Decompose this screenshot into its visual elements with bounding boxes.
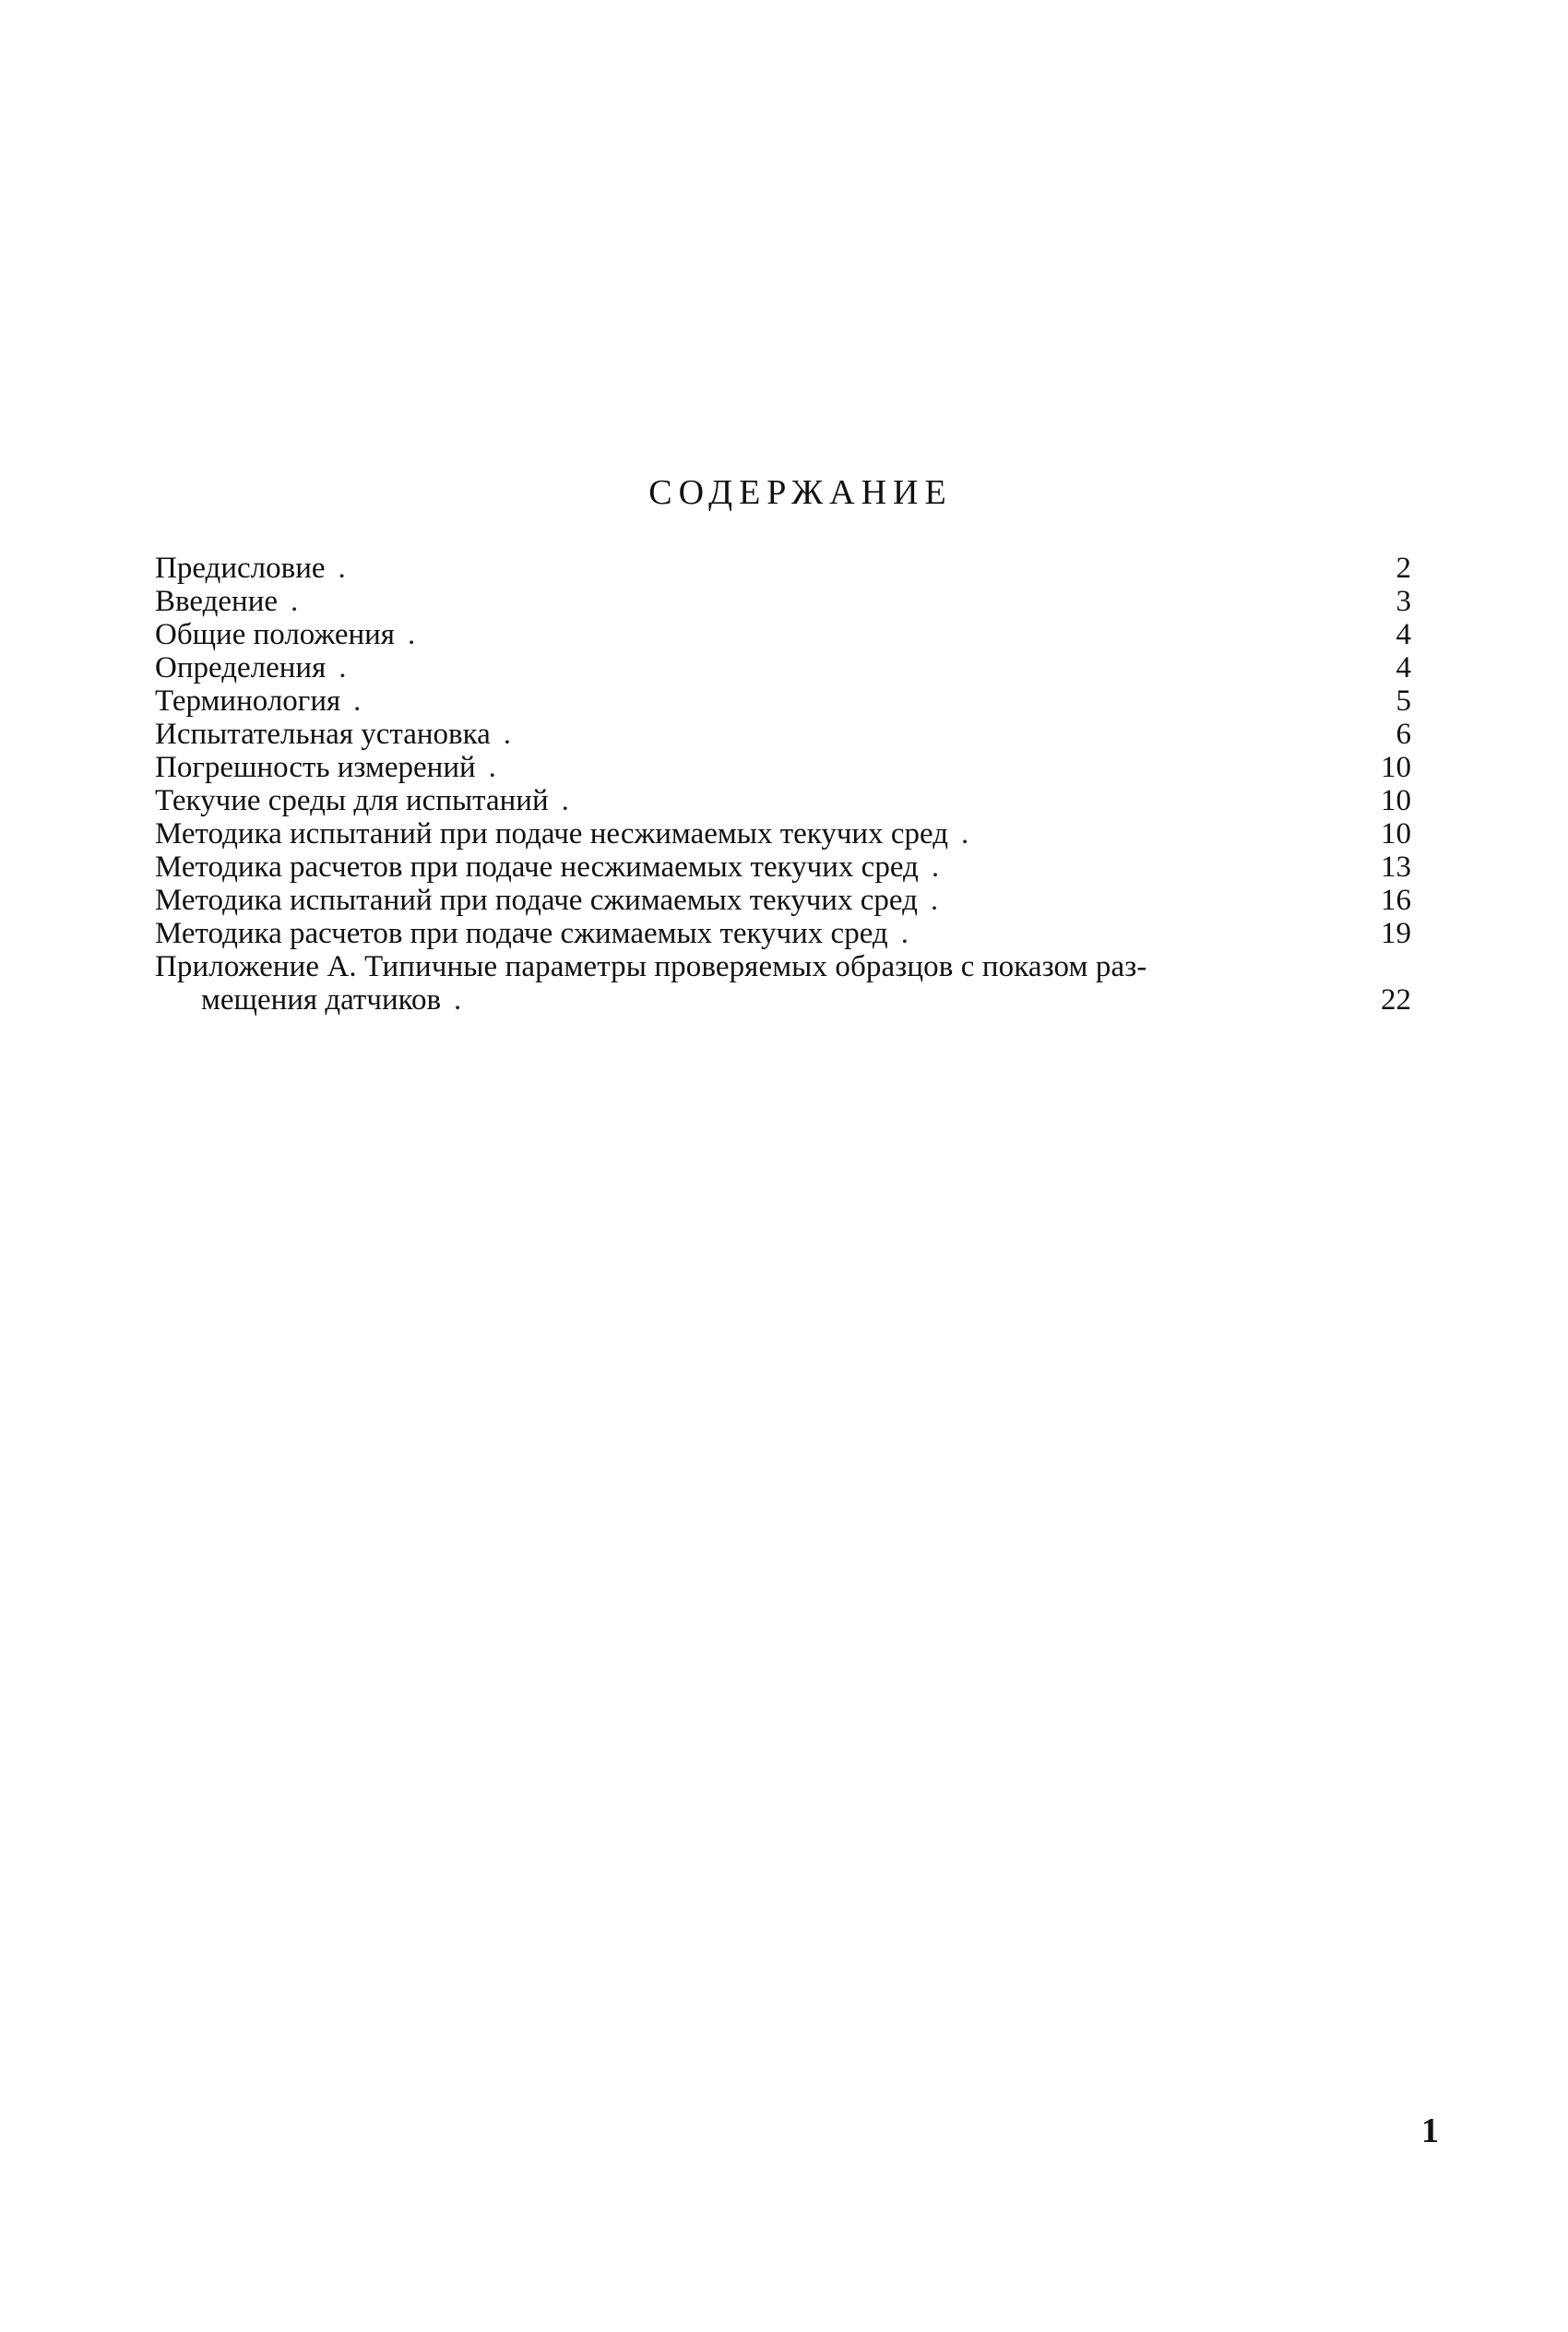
dot-leader <box>888 917 1371 950</box>
toc-entry-introduction[interactable] <box>155 585 1411 618</box>
toc-entry-compressible-test-method[interactable] <box>155 884 1411 917</box>
toc-entry-title: Определения <box>155 651 327 684</box>
toc-entry-page: 3 <box>1396 585 1411 618</box>
toc-entry-appendix-a[interactable] <box>155 950 1411 1017</box>
dot-leader <box>918 884 1371 917</box>
toc-entry-title: Текучие среды для испытаний <box>155 784 549 817</box>
dot-leader <box>326 552 1372 585</box>
dot-leader <box>326 651 1371 684</box>
toc-entry-test-fluids[interactable] <box>155 784 1411 817</box>
dot-leader <box>919 851 1371 884</box>
toc-entry-title: Погрешность измерений <box>155 751 476 784</box>
dot-leader <box>441 983 1371 1017</box>
toc-entry-title-line1: Приложение А. Типичные параметры проверяемых образцов с показом раз- <box>155 950 1147 983</box>
toc-entry-title-line2: мещения датчиков <box>201 983 442 1017</box>
toc-entry-test-installation[interactable] <box>155 718 1411 751</box>
toc-entry-page: 22 <box>1381 983 1411 1017</box>
toc-entry-page: 4 <box>1396 651 1411 684</box>
toc-entry-incompressible-test-method[interactable] <box>155 817 1411 851</box>
toc-entry-title: Методика испытаний при подаче несжимаемых текучих сред <box>155 817 948 851</box>
page-number: 1 <box>1421 2112 1439 2150</box>
dot-leader <box>476 751 1371 784</box>
toc-entry-title: Общие положения <box>155 618 395 651</box>
toc-entry-preface[interactable] <box>155 552 1411 585</box>
toc-entry-page: 2 <box>1396 552 1411 585</box>
toc-entry-page: 5 <box>1396 684 1411 718</box>
toc-entry-title: Испытательная установка <box>155 718 491 751</box>
dot-leader <box>948 817 1371 851</box>
toc-entry-title-line2-row <box>155 983 1411 1017</box>
toc-entry-page: 10 <box>1381 784 1411 817</box>
toc-entry-general-provisions[interactable] <box>155 618 1411 651</box>
toc-entry-title: Методика расчетов при подаче несжимаемых текучих сред <box>155 851 919 884</box>
dot-leader <box>395 618 1371 651</box>
dot-leader <box>278 585 1371 618</box>
table-of-contents <box>155 552 1411 1017</box>
toc-entry-title: Терминология <box>155 684 341 718</box>
toc-entry-page: 10 <box>1381 751 1411 784</box>
toc-entry-terminology[interactable] <box>155 684 1411 718</box>
toc-entry-page: 19 <box>1381 917 1411 950</box>
toc-entry-page: 6 <box>1396 718 1411 751</box>
toc-entry-title: Введение <box>155 585 279 618</box>
toc-entry-page: 13 <box>1381 851 1411 884</box>
dot-leader <box>491 718 1371 751</box>
toc-entry-page: 4 <box>1396 618 1411 651</box>
toc-entry-incompressible-calc-method[interactable] <box>155 851 1411 884</box>
toc-heading: СОДЕРЖАНИЕ <box>648 473 953 512</box>
toc-entry-page: 10 <box>1381 817 1411 851</box>
toc-entry-title: Предисловие <box>155 552 326 585</box>
toc-entry-measurement-error[interactable] <box>155 751 1411 784</box>
toc-entry-definitions[interactable] <box>155 651 1411 684</box>
toc-entry-page: 16 <box>1381 884 1411 917</box>
toc-entry-title: Методика испытаний при подаче сжимаемых текучих сред <box>155 884 918 917</box>
dot-leader <box>340 684 1371 718</box>
toc-entry-title: Методика расчетов при подаче сжимаемых текучих сред <box>155 917 888 950</box>
dot-leader <box>549 784 1371 817</box>
toc-entry-compressible-calc-method[interactable] <box>155 917 1411 950</box>
